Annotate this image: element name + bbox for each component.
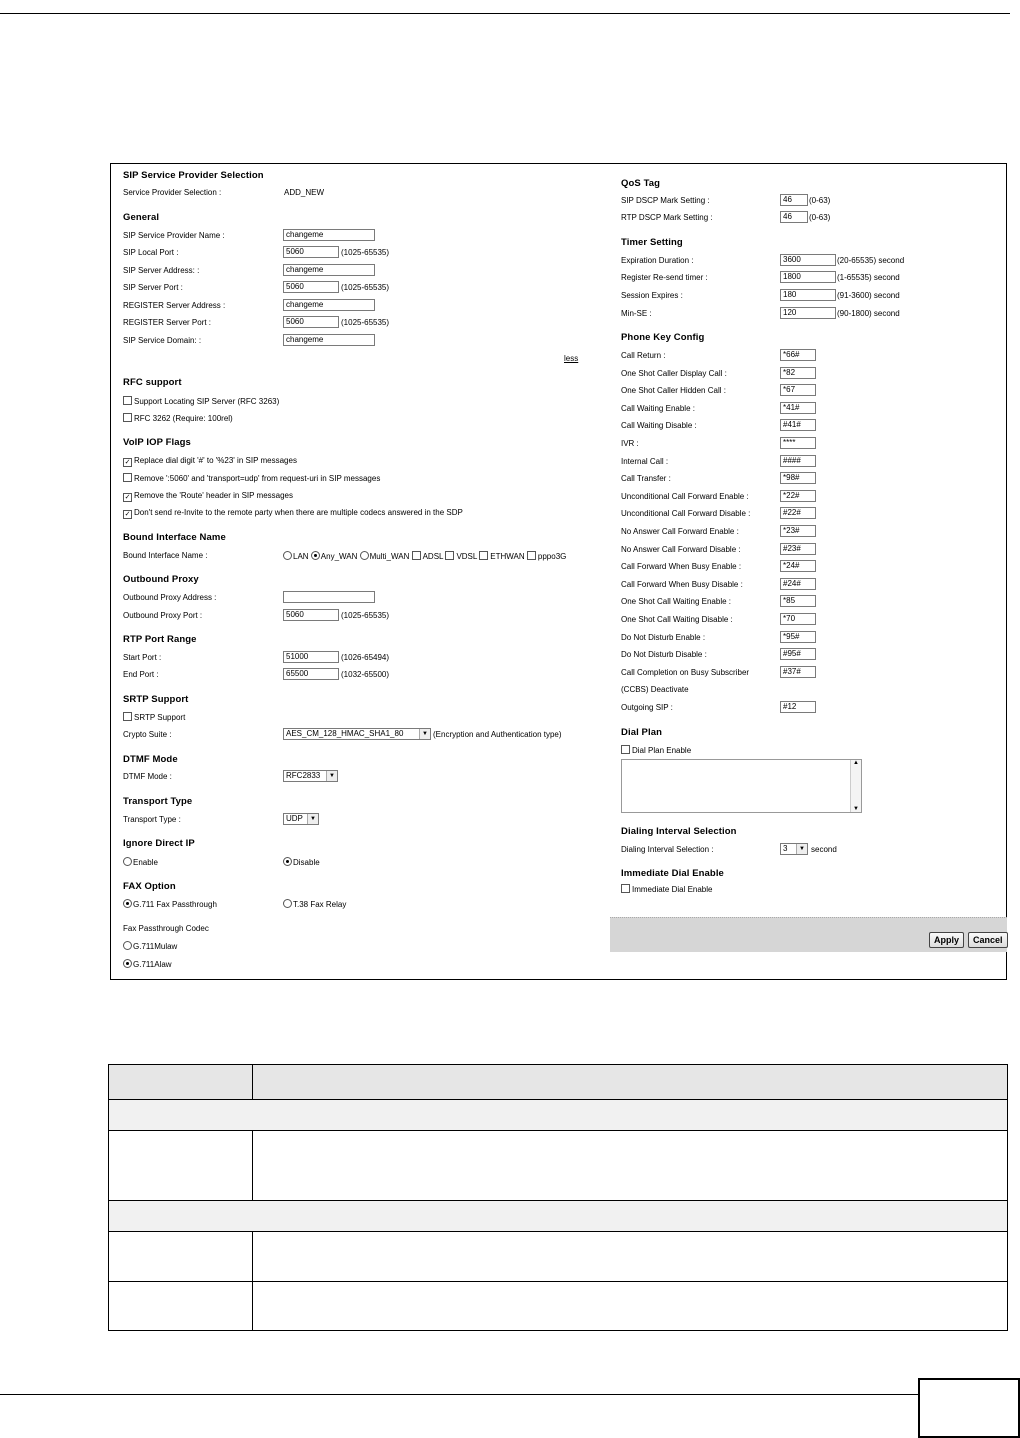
immediate-dial-option[interactable]: Immediate Dial Enable [621, 884, 712, 894]
start-port-range: (1026-65494) [341, 653, 390, 662]
alaw-option[interactable]: G.711Alaw [123, 959, 172, 969]
ignore-ip-disable-radio[interactable] [283, 857, 292, 866]
phone-key-label: One Shot Caller Hidden Call : [621, 386, 726, 395]
phone-key-label: Internal Call : [621, 457, 669, 466]
server-port-label: SIP Server Port : [123, 283, 183, 292]
local-port-label: SIP Local Port : [123, 248, 179, 257]
phone-key-input[interactable]: *67 [780, 384, 816, 396]
table-cell [253, 1131, 1008, 1201]
timer-section-title: Timer Setting [621, 237, 683, 248]
start-port-label: Start Port : [123, 653, 162, 662]
phone-key-input[interactable]: **** [780, 437, 816, 449]
phone-key-input[interactable]: *82 [780, 367, 816, 379]
local-port-range: (1025-65535) [341, 248, 390, 257]
service-domain-label: SIP Service Domain: : [123, 336, 202, 345]
multi-wan-radio[interactable] [360, 551, 369, 560]
dial-plan-textarea[interactable] [621, 759, 862, 813]
register-address-input[interactable]: changeme [283, 299, 375, 311]
transport-section-title: Transport Type [123, 796, 193, 807]
header-rule [0, 13, 1010, 14]
timer-unit: (20-65535) second [837, 256, 905, 265]
timer-unit: (1-65535) second [837, 273, 900, 282]
dtmf-select[interactable] [283, 770, 338, 782]
sip-dscp-label: SIP DSCP Mark Setting : [621, 196, 710, 205]
lan-radio[interactable] [283, 551, 292, 560]
outbound-port-range: (1025-65535) [341, 611, 390, 620]
phone-key-label: Call Return : [621, 351, 666, 360]
phone-key-input[interactable]: #24# [780, 578, 816, 590]
phone-key-label: Do Not Disturb Disable : [621, 650, 707, 659]
phone-key-label: Call Forward When Busy Enable : [621, 562, 742, 571]
scroll-down-icon[interactable]: ▼ [853, 806, 859, 812]
phone-key-input[interactable]: *23# [780, 525, 816, 537]
table-cell [109, 1232, 253, 1282]
provider-name-input[interactable]: changeme [283, 229, 375, 241]
rfc3263-option[interactable]: Support Locating SIP Server (RFC 3263) [123, 396, 279, 406]
dialing-interval-label: Dialing Interval Selection : [621, 845, 714, 854]
server-address-input[interactable]: changeme [283, 264, 375, 276]
service-domain-input[interactable]: changeme [283, 334, 375, 346]
less-link[interactable]: less [564, 354, 579, 363]
phone-key-input[interactable]: *95# [780, 631, 816, 643]
chevron-down-icon: ▼ [307, 814, 318, 824]
end-port-range: (1032-65500) [341, 670, 390, 679]
timer-input[interactable]: 120 [780, 307, 836, 319]
ethwan-checkbox[interactable] [479, 551, 488, 560]
phone-key-label: No Answer Call Forward Enable : [621, 527, 739, 536]
screenshot-frame [110, 163, 1007, 980]
crypto-suite-label: Crypto Suite : [123, 730, 172, 739]
table-section-row [109, 1201, 1008, 1232]
fax-codec-label: Fax Passthrough Codec [123, 924, 209, 933]
apply-button[interactable]: Apply [929, 932, 964, 948]
phone-key-label: IVR : [621, 439, 639, 448]
phone-key-input[interactable]: *22# [780, 490, 816, 502]
service-provider-value: ADD_NEW [284, 188, 325, 197]
mulaw-radio[interactable] [123, 941, 132, 950]
fax-t38-radio[interactable] [283, 899, 292, 908]
alaw-radio[interactable] [123, 959, 132, 968]
phone-key-label: Call Completion on Busy Subscriber [621, 668, 750, 677]
bound-interface-section-title: Bound Interface Name [123, 532, 226, 543]
mulaw-option[interactable]: G.711Mulaw [123, 941, 177, 951]
phone-key-label: Unconditional Call Forward Enable : [621, 492, 749, 501]
phone-key-label: One Shot Caller Display Call : [621, 369, 727, 378]
phone-key-input[interactable]: *66# [780, 349, 816, 361]
chevron-down-icon: ▼ [796, 844, 807, 854]
phone-key-input[interactable]: *41# [780, 402, 816, 414]
table-cell [109, 1131, 253, 1201]
sip-provider-section-title: SIP Service Provider Selection [123, 170, 264, 181]
phone-key-input[interactable]: *98# [780, 472, 816, 484]
general-section-title: General [123, 212, 160, 223]
table-header-cell [109, 1065, 253, 1100]
outgoing-sip-input[interactable]: #12 [780, 701, 816, 713]
dial-plan-option[interactable]: Dial Plan Enable [621, 745, 691, 755]
sip-dscp-input[interactable]: 46 [780, 194, 808, 206]
bound-interface-label: Bound Interface Name : [123, 551, 208, 560]
rtp-dscp-label: RTP DSCP Mark Setting : [621, 213, 713, 222]
timer-label: Expiration Duration : [621, 256, 694, 265]
rfc3262-option[interactable]: RFC 3262 (Require: 100rel) [123, 413, 233, 423]
ignore-ip-enable-option[interactable]: Enable [123, 857, 158, 867]
outgoing-sip-label: Outgoing SIP : [621, 703, 673, 712]
vdsl-checkbox[interactable] [445, 551, 454, 560]
page-number-box [918, 1378, 1020, 1438]
table-cell [253, 1282, 1008, 1331]
crypto-suite-note: (Encryption and Authentication type) [433, 730, 562, 739]
bound-interface-options: LAN Any_WAN Multi_WAN ADSL VDSL ETHWAN pppo3G [283, 551, 566, 561]
rfc3262-checkbox[interactable] [123, 413, 132, 422]
dial-plan-scrollbar[interactable] [850, 760, 861, 812]
server-address-label: SIP Server Address: : [123, 266, 200, 275]
table-cell [109, 1282, 253, 1331]
cancel-button[interactable]: Cancel [968, 932, 1008, 948]
phone-key-label: Do Not Disturb Enable : [621, 633, 706, 642]
srtp-checkbox[interactable] [123, 712, 132, 721]
phone-key-label: Call Transfer : [621, 474, 671, 483]
dtmf-section-title: DTMF Mode [123, 754, 178, 765]
phone-key-input[interactable]: #### [780, 455, 816, 467]
fax-passthrough-option[interactable]: G.711 Fax Passthrough [123, 899, 217, 909]
flag-remove-port-checkbox[interactable] [123, 473, 132, 482]
transport-select[interactable] [283, 813, 319, 825]
local-port-input[interactable]: 5060 [283, 246, 339, 258]
fax-section-title: FAX Option [123, 881, 176, 892]
register-address-label: REGISTER Server Address : [123, 301, 226, 310]
outbound-proxy-section-title: Outbound Proxy [123, 574, 199, 585]
phone-key-input[interactable]: #37# [780, 666, 816, 678]
phone-key-section-title: Phone Key Config [621, 332, 705, 343]
table-section-row [109, 1100, 1008, 1131]
timer-unit: (90-1800) second [837, 309, 900, 318]
crypto-suite-select[interactable] [283, 728, 431, 740]
end-port-label: End Port : [123, 670, 159, 679]
outbound-address-input[interactable] [283, 591, 375, 603]
phone-key-label: Call Waiting Disable : [621, 421, 697, 430]
table-section-cell [109, 1201, 1008, 1232]
dialing-interval-value: 3 [783, 844, 788, 853]
ignore-ip-enable-radio[interactable] [123, 857, 132, 866]
phone-key-input[interactable]: *85 [780, 595, 816, 607]
phone-key-label: Call Waiting Enable : [621, 404, 695, 413]
timer-label: Register Re-send timer : [621, 273, 708, 282]
srtp-option[interactable]: SRTP Support [123, 712, 185, 722]
phone-key-input[interactable]: *70 [780, 613, 816, 625]
immediate-dial-checkbox[interactable] [621, 884, 630, 893]
adsl-checkbox[interactable] [412, 551, 421, 560]
table-row [109, 1232, 1008, 1282]
description-table [108, 1064, 1008, 1331]
timer-label: Min-SE : [621, 309, 652, 318]
timer-label: Session Expires : [621, 291, 683, 300]
timer-unit: (91-3600) second [837, 291, 900, 300]
dialing-interval-select[interactable] [780, 843, 808, 855]
dialing-interval-section-title: Dialing Interval Selection [621, 826, 737, 837]
flag-no-reinvite-option[interactable]: ✓ Don't send re-Invite to the remote party when there are multiple codecs answered in the SDP [124, 508, 463, 518]
dtmf-label: DTMF Mode : [123, 772, 172, 781]
flag-replace-checkbox[interactable]: ✓ [124, 459, 131, 466]
flag-remove-route-option[interactable]: ✓ Remove the 'Route' header in SIP messages [124, 491, 293, 501]
table-header-row [109, 1065, 1008, 1100]
dtmf-value: RFC2833 [286, 771, 321, 780]
sip-dscp-range: (0-63) [809, 196, 831, 205]
register-port-input[interactable]: 5060 [283, 316, 339, 328]
dialing-interval-unit: second [811, 845, 837, 854]
flag-replace-option[interactable]: ✓ Replace dial digit '#' to '%23' in SIP messages [124, 456, 297, 466]
phone-key-label: No Answer Call Forward Disable : [621, 545, 741, 554]
flag-remove-route-checkbox[interactable]: ✓ [124, 494, 131, 501]
rfc3263-checkbox[interactable] [123, 396, 132, 405]
chevron-down-icon: ▼ [326, 771, 337, 781]
table-row [109, 1282, 1008, 1331]
ccbs-label-line2: (CCBS) Deactivate [621, 685, 689, 694]
phone-key-input[interactable]: #22# [780, 507, 816, 519]
outbound-port-label: Outbound Proxy Port : [123, 611, 203, 620]
table-cell [253, 1232, 1008, 1282]
phone-key-label: One Shot Call Waiting Disable : [621, 615, 733, 624]
table-section-cell [109, 1100, 1008, 1131]
phone-key-input[interactable]: #41# [780, 419, 816, 431]
any-wan-radio[interactable] [311, 551, 320, 560]
ignore-ip-disable-option[interactable]: Disable [283, 857, 320, 867]
dial-plan-checkbox[interactable] [621, 745, 630, 754]
rtp-section-title: RTP Port Range [123, 634, 197, 645]
immediate-dial-section-title: Immediate Dial Enable [621, 868, 724, 879]
table-header-cell [253, 1065, 1008, 1100]
phone-key-input[interactable]: #23# [780, 543, 816, 555]
table-row [109, 1131, 1008, 1201]
chevron-down-icon: ▼ [419, 729, 430, 739]
start-port-input[interactable]: 51000 [283, 651, 339, 663]
phone-key-label: Unconditional Call Forward Disable : [621, 509, 751, 518]
register-port-label: REGISTER Server Port : [123, 318, 212, 327]
pppo3g-checkbox[interactable] [527, 551, 536, 560]
register-port-range: (1025-65535) [341, 318, 390, 327]
end-port-input[interactable]: 65500 [283, 668, 339, 680]
qos-section-title: QoS Tag [621, 178, 661, 189]
timer-input[interactable]: 1800 [780, 271, 836, 283]
rfc-section-title: RFC support [123, 377, 182, 388]
provider-name-label: SIP Service Provider Name : [123, 231, 225, 240]
phone-key-label: One Shot Call Waiting Enable : [621, 597, 731, 606]
button-bar [610, 917, 1007, 952]
scroll-up-icon[interactable]: ▲ [853, 760, 859, 766]
rtp-dscp-range: (0-63) [809, 213, 831, 222]
rtp-dscp-input[interactable]: 46 [780, 211, 808, 223]
fax-passthrough-radio[interactable] [123, 899, 132, 908]
phone-key-label: Call Forward When Busy Disable : [621, 580, 743, 589]
server-port-input[interactable]: 5060 [283, 281, 339, 293]
transport-value: UDP [286, 814, 303, 823]
outbound-port-input[interactable]: 5060 [283, 609, 339, 621]
phone-key-input[interactable]: *24# [780, 560, 816, 572]
service-provider-label: Service Provider Selection : [123, 188, 222, 197]
phone-key-input[interactable]: #95# [780, 648, 816, 660]
flag-no-reinvite-checkbox[interactable]: ✓ [124, 511, 131, 518]
timer-input[interactable]: 3600 [780, 254, 836, 266]
ignore-ip-section-title: Ignore Direct IP [123, 838, 195, 849]
server-port-range: (1025-65535) [341, 283, 390, 292]
srtp-section-title: SRTP Support [123, 694, 189, 705]
transport-label: Transport Type : [123, 815, 181, 824]
dial-plan-section-title: Dial Plan [621, 727, 663, 738]
voip-flags-section-title: VoIP IOP Flags [123, 437, 191, 448]
flag-remove-port-option[interactable]: Remove ':5060' and 'transport=udp' from request-uri in SIP messages [123, 473, 380, 483]
outbound-address-label: Outbound Proxy Address : [123, 593, 217, 602]
footer-rule [0, 1394, 918, 1395]
crypto-suite-value: AES_CM_128_HMAC_SHA1_80 [286, 729, 404, 738]
timer-input[interactable]: 180 [780, 289, 836, 301]
fax-t38-option[interactable]: T.38 Fax Relay [283, 899, 346, 909]
